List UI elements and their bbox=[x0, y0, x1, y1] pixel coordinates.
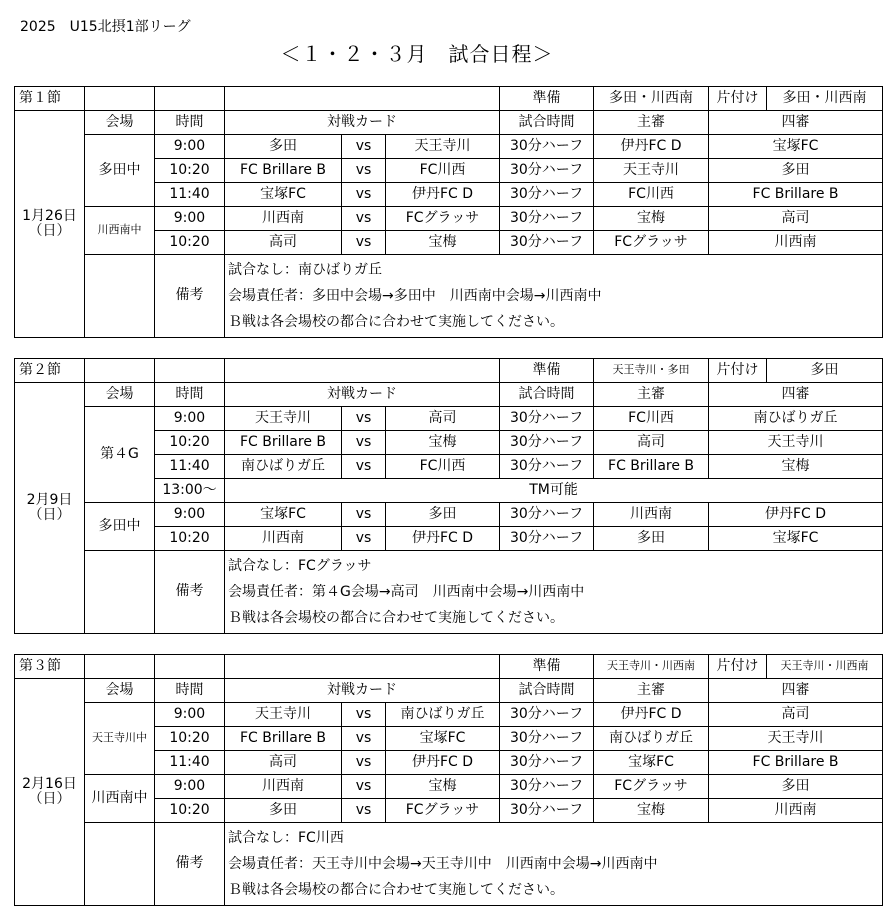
cleanup-value: 天王寺川・川西南 bbox=[767, 655, 883, 679]
venue-header: 会場 bbox=[85, 383, 155, 407]
table-row: 10:20 FC Brillare B vs FC川西 30分ハーフ 天王寺川 多田 bbox=[15, 159, 883, 183]
fourth-header: 四審 bbox=[709, 679, 883, 703]
schedule-table-2 bbox=[14, 358, 883, 634]
table-row: 11:40 宝塚FC vs 伊丹FC D 30分ハーフ FC川西 FC Brillare B bbox=[15, 183, 883, 207]
table-row: 10:20 高司 vs 宝梅 30分ハーフ FCグラッサ 川西南 bbox=[15, 231, 883, 255]
card-header: 対戦カード bbox=[225, 383, 500, 407]
schedule-table-1 bbox=[14, 86, 883, 338]
cleanup-label: 片付け bbox=[709, 87, 767, 111]
table-row: 11:40 南ひばりガ丘 vs FC川西 30分ハーフ FC Brillare B 宝梅 bbox=[15, 455, 883, 479]
note-venue-manager: 会場責任者：天王寺川中会場→天王寺川中 川西南中会場→川西南中 bbox=[228, 856, 658, 872]
cleanup-label: 片付け bbox=[709, 655, 767, 679]
match-weekday: （日） bbox=[28, 791, 71, 807]
note-no-match: 試合なし：南ひばりガ丘 bbox=[228, 262, 382, 278]
card-header: 対戦カード bbox=[225, 111, 500, 135]
table-row: 多田中 9:00 宝塚FC vs 多田 30分ハーフ 川西南 伊丹FC D bbox=[15, 503, 883, 527]
section-label: 第１節 bbox=[15, 87, 85, 111]
card-header: 対戦カード bbox=[225, 679, 500, 703]
section-header-row bbox=[15, 655, 883, 679]
tm-text: TM可能 bbox=[225, 479, 883, 503]
match-date: 2月16日 bbox=[22, 775, 77, 792]
duration-header: 試合時間 bbox=[500, 111, 594, 135]
notes-label: 備考 bbox=[155, 551, 225, 634]
league-name: 2025 U15北摂1部リーグ bbox=[20, 19, 191, 35]
fourth-header: 四審 bbox=[709, 111, 883, 135]
venue-header: 会場 bbox=[85, 111, 155, 135]
duration-header: 試合時間 bbox=[500, 383, 594, 407]
prep-label: 準備 bbox=[500, 655, 594, 679]
referee-header: 主審 bbox=[594, 383, 709, 407]
time-header: 時間 bbox=[155, 679, 225, 703]
note-venue-manager: 会場責任者：多田中会場→多田中 川西南中会場→川西南中 bbox=[228, 288, 602, 304]
referee-header: 主審 bbox=[594, 679, 709, 703]
time-header: 時間 bbox=[155, 383, 225, 407]
venue-header: 会場 bbox=[85, 679, 155, 703]
notes-cell bbox=[225, 551, 883, 634]
venue-cell: 川西南中 bbox=[85, 775, 155, 823]
column-header-row bbox=[15, 383, 883, 407]
table-row: 川西南中 9:00 川西南 vs FCグラッサ 30分ハーフ 宝梅 高司 bbox=[15, 207, 883, 231]
duration-header: 試合時間 bbox=[500, 679, 594, 703]
section-header-row bbox=[15, 359, 883, 383]
match-date: 1月26日 bbox=[22, 207, 77, 224]
table-row: 10:20 多田 vs FCグラッサ 30分ハーフ 宝梅 川西南 bbox=[15, 799, 883, 823]
notes-row bbox=[15, 255, 883, 338]
schedule-table-3 bbox=[14, 654, 883, 906]
notes-label: 備考 bbox=[155, 823, 225, 906]
cleanup-value: 多田 bbox=[767, 359, 883, 383]
notes-cell bbox=[225, 255, 883, 338]
time-header: 時間 bbox=[155, 111, 225, 135]
note-b-match: Ｂ戦は各会場校の都合に合わせて実施してください。 bbox=[228, 882, 564, 898]
match-weekday: （日） bbox=[28, 507, 71, 523]
prep-label: 準備 bbox=[500, 359, 594, 383]
note-b-match: Ｂ戦は各会場校の都合に合わせて実施してください。 bbox=[228, 314, 564, 330]
table-row: 10:20 FC Brillare B vs 宝塚FC 30分ハーフ 南ひばりガ丘 天王寺川 bbox=[15, 727, 883, 751]
tm-time: 13:00～ bbox=[155, 479, 225, 503]
page-title: ＜１・２・３月 試合日程＞ bbox=[280, 42, 554, 66]
venue-cell: 多田中 bbox=[85, 503, 155, 551]
column-header-row bbox=[15, 111, 883, 135]
table-row: 第４G 9:00 天王寺川 vs 高司 30分ハーフ FC川西 南ひばりガ丘 bbox=[15, 407, 883, 431]
table-row: 10:20 川西南 vs 伊丹FC D 30分ハーフ 多田 宝塚FC bbox=[15, 527, 883, 551]
notes-cell bbox=[225, 823, 883, 906]
venue-cell: 川西南中 bbox=[85, 207, 155, 255]
match-date-cell bbox=[15, 383, 85, 634]
note-no-match: 試合なし：FCグラッサ bbox=[228, 558, 372, 574]
venue-cell: 多田中 bbox=[85, 135, 155, 207]
section-header-row bbox=[15, 87, 883, 111]
fourth-header: 四審 bbox=[709, 383, 883, 407]
column-header-row bbox=[15, 679, 883, 703]
match-date-cell bbox=[15, 111, 85, 338]
table-row: 天王寺川中 9:00 天王寺川 vs 南ひばりガ丘 30分ハーフ 伊丹FC D 高司 bbox=[15, 703, 883, 727]
cleanup-value: 多田・川西南 bbox=[767, 87, 883, 111]
section-label: 第２節 bbox=[15, 359, 85, 383]
section-label: 第３節 bbox=[15, 655, 85, 679]
venue-cell: 第４G bbox=[85, 407, 155, 503]
match-date: 2月9日 bbox=[26, 491, 73, 508]
prep-value: 天王寺川・川西南 bbox=[594, 655, 709, 679]
cleanup-label: 片付け bbox=[709, 359, 767, 383]
table-row: 川西南中 9:00 川西南 vs 宝梅 30分ハーフ FCグラッサ 多田 bbox=[15, 775, 883, 799]
prep-value: 多田・川西南 bbox=[594, 87, 709, 111]
table-row: 10:20 FC Brillare B vs 宝梅 30分ハーフ 高司 天王寺川 bbox=[15, 431, 883, 455]
notes-row bbox=[15, 551, 883, 634]
prep-value: 天王寺川・多田 bbox=[594, 359, 709, 383]
prep-label: 準備 bbox=[500, 87, 594, 111]
match-date-cell bbox=[15, 679, 85, 906]
notes-row bbox=[15, 823, 883, 906]
table-row: 11:40 高司 vs 伊丹FC D 30分ハーフ 宝塚FC FC Brillare B bbox=[15, 751, 883, 775]
note-b-match: Ｂ戦は各会場校の都合に合わせて実施してください。 bbox=[228, 610, 564, 626]
referee-header: 主審 bbox=[594, 111, 709, 135]
notes-label: 備考 bbox=[155, 255, 225, 338]
venue-cell: 天王寺川中 bbox=[85, 703, 155, 775]
note-no-match: 試合なし：FC川西 bbox=[228, 830, 344, 846]
note-venue-manager: 会場責任者：第４G会場→高司 川西南中会場→川西南中 bbox=[228, 584, 585, 600]
match-weekday: （日） bbox=[28, 223, 71, 239]
table-row: 多田中 9:00 多田 vs 天王寺川 30分ハーフ 伊丹FC D 宝塚FC bbox=[15, 135, 883, 159]
